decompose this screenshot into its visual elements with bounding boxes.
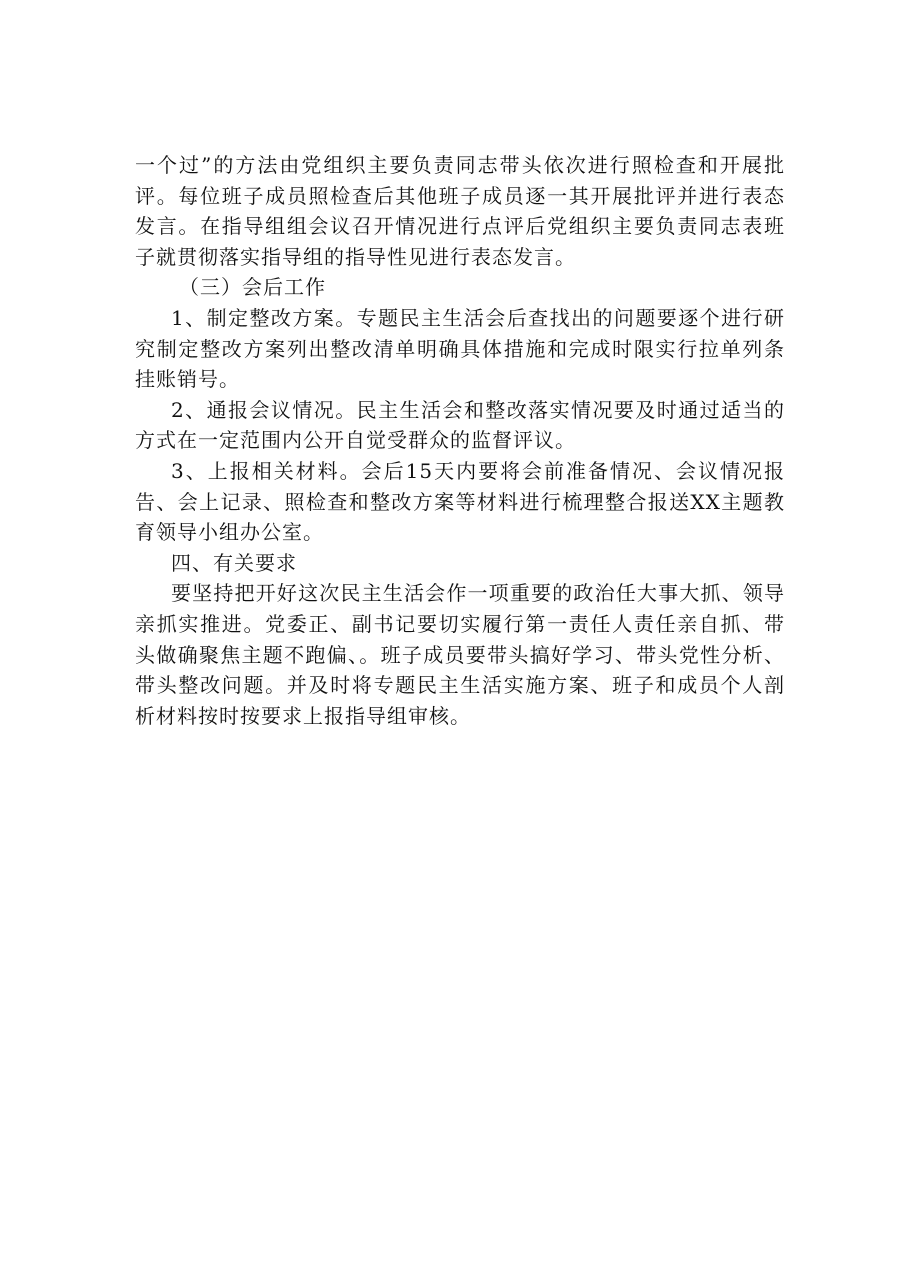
section-heading-post-meeting: （三）会后工作 [179,275,326,300]
paragraph-rectification-plan: 1、制定整改方案。专题民主生活会后查找出的问题要逐个进行研究制定整改方案列出整改清单明确具体措施和完成时限实行拉单列条挂账销号。 [135,305,785,392]
section-heading-requirements: 四、有关要求 [171,550,297,575]
paragraph-continuation: 一个过”的方法由党组织主要负责同志带头依次进行照检查和开展批评。每位班子成员照检查后其他班子成员逐一其开展批评并进行表态发言。在指导组组会议召开情况进行点评后党组织主要负责同志表班子就贯彻落实指导组的指导性见进行表态发言。 [135,153,785,269]
document-body [135,150,785,731]
paragraph-requirements: 要坚持把开好这次民主生活会作一项重要的政治任大事大抓、领导亲抓实推进。党委正、副书记要切实履行第一责任人责任亲自抓、带头做确聚焦主题不跑偏、。班子成员要带头搞好学习、带头党性分析、带头整改问题。并及时将专题民主生活实施方案、班子和成员个人剖析材料按时按要求上报指导组审核。 [135,581,785,728]
paragraph-submit-materials: 3、上报相关材料。会后15天内要将会前准备情况、会议情况报告、会上记录、照检查和整改方案等材料进行梳理整合报送XX主题教育领导小组办公室。 [135,458,785,545]
paragraph-meeting-report: 2、通报会议情况。民主生活会和整改落实情况要及时通过适当的方式在一定范围内公开自觉受群众的监督评议。 [135,397,785,453]
